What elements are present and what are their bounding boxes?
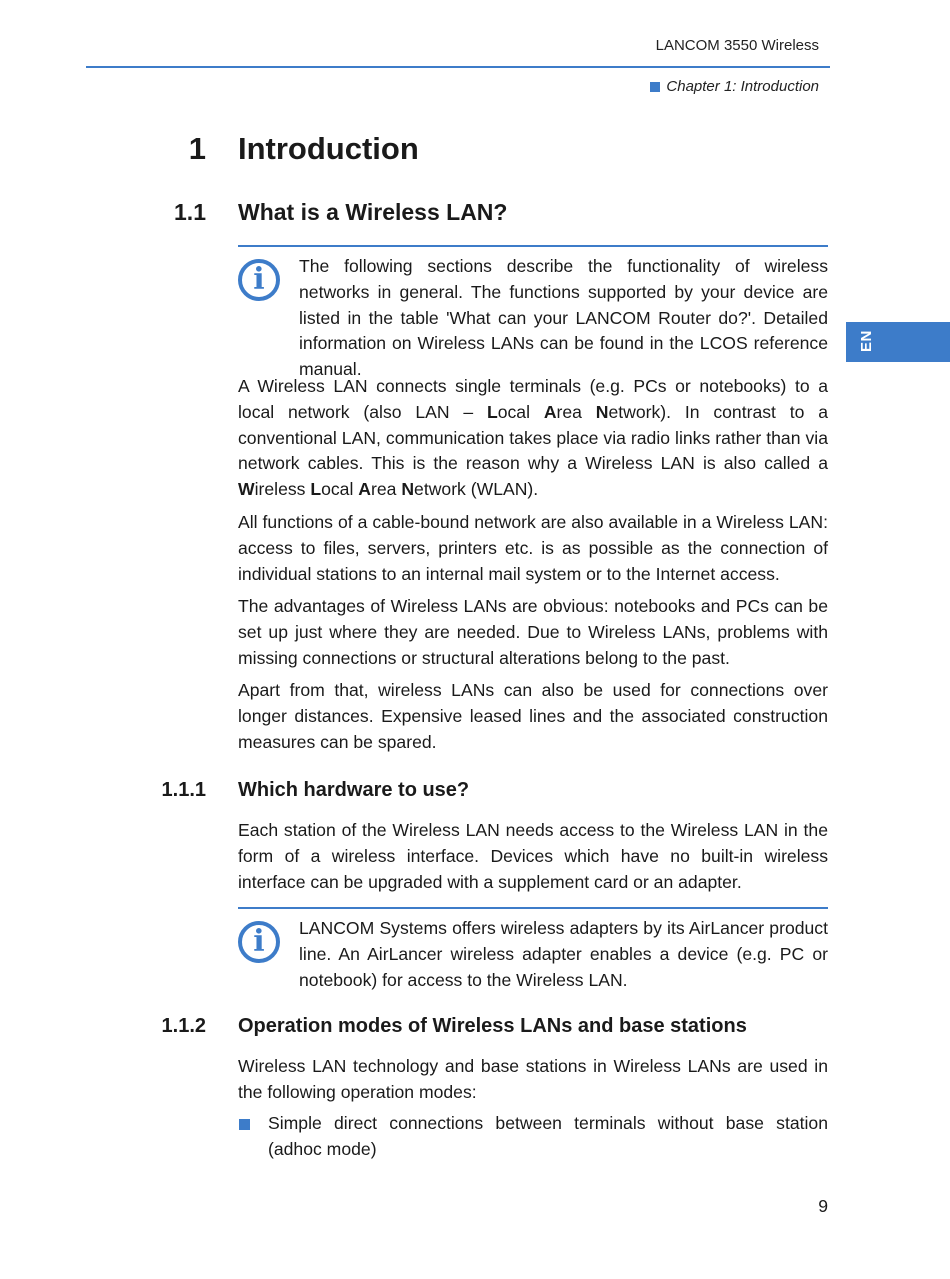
subsection-title: Operation modes of Wireless LANs and base stations — [238, 1015, 747, 1037]
info-note — [238, 907, 828, 999]
chapter-marker-square — [650, 82, 660, 92]
info-icon: i — [238, 921, 280, 963]
section-number: 1.1 — [174, 199, 206, 225]
section-title: What is a Wireless LAN? — [238, 199, 508, 225]
paragraph: The advantages of Wireless LANs are obvious: notebooks and PCs can be set up just where they are needed. Due to Wireless LANs, problems with missing connections or structural alterations belong to the past. — [238, 596, 828, 668]
header-product-title: LANCOM 3550 Wireless — [655, 37, 819, 54]
subsection-title: Which hardware to use? — [238, 779, 470, 801]
info-note — [238, 245, 828, 380]
chapter-reference-label: Chapter 1: Introduction — [666, 78, 819, 95]
subsection-number: 1.1.2 — [161, 1015, 206, 1037]
paragraph: Wireless LAN technology and base stations in Wireless LANs are used in the following operation modes: — [238, 1056, 828, 1102]
paragraph: A Wireless LAN connects single terminals (e.g. PCs or notebooks) to a local network (also LAN – Local Area Network). In contrast to a conventional LAN, communication takes place via radio links rather than via network cables. This is the reason why a Wireless LAN is also called a Wireless Local Area Network (WLAN). — [238, 376, 828, 500]
info-note-text: The following sections describe the functionality of wireless networks in general. The functions supported by your device are listed in the table 'What can your LANCOM Router do?'. Detailed information on Wireless LANs can be found in the LCOS reference manual. — [299, 256, 828, 380]
chapter-title: Introduction — [238, 131, 419, 166]
header-divider — [86, 66, 830, 68]
info-note-text: LANCOM Systems offers wireless adapters by its AirLancer product line. An AirLancer wireless adapter enables a device (e.g. PC or notebook) for access to the Wireless LAN. — [299, 918, 828, 990]
paragraph: All functions of a cable-bound network are also available in a Wireless LAN: access to files, servers, printers etc. is as possible as the connection of individual stations to an internal mail system or to the Internet access. — [238, 512, 828, 584]
subsection-number: 1.1.1 — [161, 779, 206, 801]
paragraph: Each station of the Wireless LAN needs access to the Wireless LAN in the form of a wireless interface. Devices which have no built-in wireless interface can be upgraded with a supplement card or an adapter. — [238, 820, 828, 892]
list-item: Simple direct connections between terminals without base station (adhoc mode) — [268, 1113, 828, 1159]
language-tab-label: EN — [858, 330, 875, 352]
language-tab — [846, 322, 950, 362]
chapter-reference — [650, 78, 819, 95]
paragraph: Apart from that, wireless LANs can also be used for connections over longer distances. Expensive leased lines and the associated construction measures can be spared. — [238, 680, 828, 752]
info-icon: i — [238, 259, 280, 301]
page-number: 9 — [818, 1196, 828, 1216]
chapter-number: 1 — [188, 131, 206, 166]
bullet-marker — [239, 1119, 250, 1130]
